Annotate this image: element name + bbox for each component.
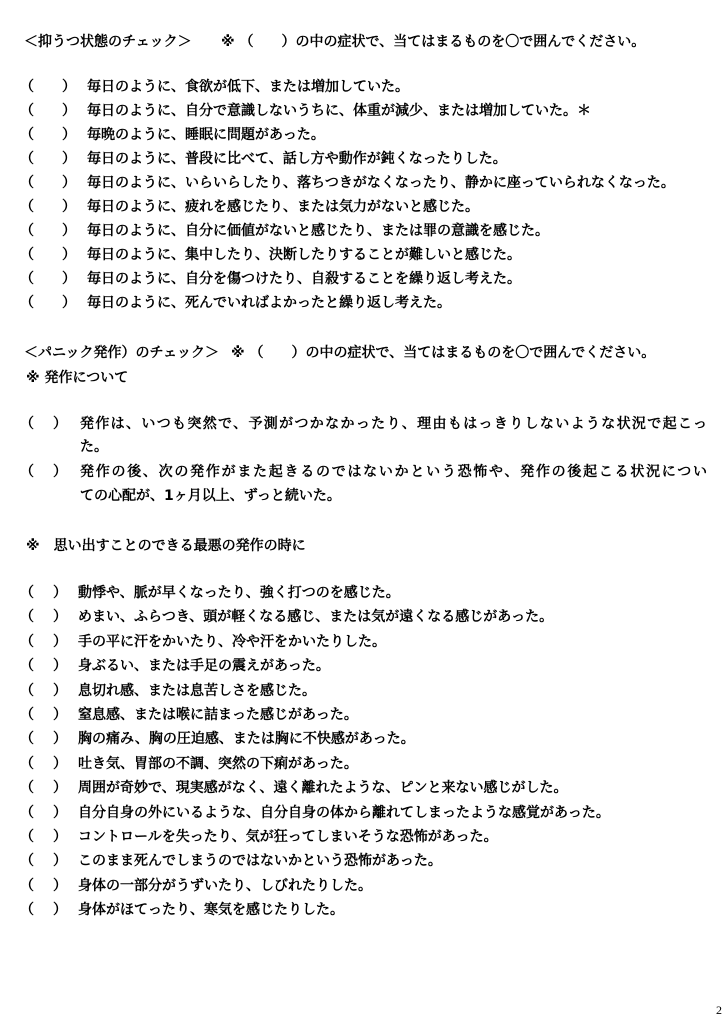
- answer-paren-close: ）: [53, 683, 67, 699]
- depression-item: [0, 246, 728, 264]
- answer-paren-open: （: [20, 199, 34, 215]
- symptom-text: 窒息感、または喉に詰まった感じがあった。: [78, 707, 358, 723]
- symptom-text: このまま死んでしまうのではないかという恐怖があった。: [78, 853, 442, 869]
- answer-paren-open: （: [20, 247, 34, 263]
- depression-item: [0, 174, 728, 192]
- panic-instruction: ※ （ ）の中の症状で、当てはまるものを〇で囲んでください。: [231, 345, 656, 361]
- answer-paren-close: ）: [62, 79, 76, 95]
- answer-paren-open: （: [20, 103, 34, 119]
- answer-paren-close: ）: [53, 780, 67, 796]
- symptom-text: 周囲が奇妙で、現実感がなく、遠く離れたような、ピンと来ない感じがした。: [78, 780, 568, 796]
- symptom-text: 毎日のように、食欲が低下、または増加していた。: [87, 79, 409, 95]
- worst-attack-item: [0, 682, 728, 700]
- answer-paren-open: （: [20, 223, 34, 239]
- answer-paren-open: （: [20, 634, 34, 650]
- answer-paren-open: （: [20, 295, 34, 311]
- depression-item: [0, 294, 728, 312]
- answer-paren-open: （: [20, 829, 34, 845]
- worst-attack-item: [0, 901, 728, 919]
- worst-attack-heading-row: [0, 537, 728, 555]
- worst-attack-item: [0, 584, 728, 602]
- symptom-text: めまい、ふらつき、頭が軽くなる感じ、または気が遠くなる感じがあった。: [78, 609, 554, 625]
- worst-attack-item: [0, 779, 728, 797]
- answer-paren-close: ）: [62, 271, 76, 287]
- symptom-text: 毎日のように、いらいらしたり、落ちつきがなくなったり、静かに座っていられなくなった。: [87, 175, 675, 191]
- depression-item: [0, 150, 728, 168]
- answer-paren-open: （: [20, 585, 34, 601]
- answer-paren-close: ）: [53, 609, 67, 625]
- depression-item: [0, 270, 728, 288]
- worst-attack-item: [0, 657, 728, 675]
- depression-item: [0, 102, 728, 120]
- worst-attack-item: [0, 804, 728, 822]
- symptom-text: 毎日のように、普段に比べて、話し方や動作が鈍くなったりした。: [87, 151, 507, 167]
- answer-paren-open: （: [20, 805, 34, 821]
- symptom-text: 動悸や、脈が早くなったり、強く打つのを感じた。: [78, 585, 400, 601]
- attack-about-item-continuation: [0, 487, 728, 505]
- answer-paren-open: （: [20, 902, 34, 918]
- answer-paren-open: （: [20, 853, 34, 869]
- worst-attack-item: [0, 633, 728, 651]
- answer-paren-close: ）: [53, 878, 67, 894]
- symptom-text: 身ぶるい、または手足の震えがあった。: [78, 658, 330, 674]
- answer-paren-open: （: [20, 731, 34, 747]
- answer-paren-close: ）: [62, 151, 76, 167]
- answer-paren-open: （: [20, 707, 34, 723]
- worst-attack-item: [0, 755, 728, 773]
- answer-paren-open: （: [20, 271, 34, 287]
- symptom-text: 息切れ感、または息苦しさを感じた。: [78, 683, 316, 699]
- answer-paren-close: ）: [53, 853, 67, 869]
- answer-paren-close: ）: [53, 416, 67, 432]
- answer-paren-close: ）: [53, 585, 67, 601]
- answer-paren-open: （: [20, 683, 34, 699]
- symptom-text: 自分自身の外にいるような、自分自身の体から離れてしまったような感覚があった。: [78, 805, 610, 821]
- symptom-text: 胸の痛み、胸の圧迫感、または胸に不快感があった。: [78, 731, 415, 747]
- symptom-text: 毎日のように、死んでいればよかったと繰り返し考えた。: [87, 295, 451, 311]
- symptom-text: 毎日のように、疲れを感じたり、または気力がないと感じた。: [87, 199, 479, 215]
- depression-item: [0, 78, 728, 96]
- symptom-text: 身体の一部分がうずいたり、しびれたりした。: [78, 878, 372, 894]
- worst-attack-item: [0, 852, 728, 870]
- answer-paren-close: ）: [53, 658, 67, 674]
- answer-paren-open: （: [20, 416, 34, 432]
- attack-about-item: [0, 463, 728, 481]
- answer-paren-close: ）: [62, 103, 76, 119]
- answer-paren-close: ）: [53, 634, 67, 650]
- panic-header: [0, 344, 728, 362]
- answer-paren-close: ）: [62, 223, 76, 239]
- answer-paren-close: ）: [62, 175, 76, 191]
- answer-paren-open: （: [20, 175, 34, 191]
- attack-about-text: 発作は、いつも突然で、予測がつかなかったり、理由もはっきりしないような状況で起こっ: [80, 416, 707, 432]
- answer-paren-open: （: [20, 609, 34, 625]
- panic-section-title: ＜パニック発作）のチェック＞: [24, 345, 220, 361]
- worst-attack-heading: ※ 思い出すことのできる最悪の発作の時に: [26, 538, 306, 554]
- symptom-text: 毎日のように、自分に価値がないと感じたり、または罪の意識を感じた。: [87, 223, 549, 239]
- attack-about-item-continuation: [0, 438, 728, 456]
- answer-paren-open: （: [20, 780, 34, 796]
- symptom-text: コントロールを失ったり、気が狂ってしまいそうな恐怖があった。: [78, 829, 498, 845]
- symptom-text: 吐き気、胃部の不調、突然の下痢があった。: [78, 756, 358, 772]
- answer-paren-close: ）: [53, 829, 67, 845]
- answer-paren-close: ）: [53, 805, 67, 821]
- answer-paren-open: （: [20, 464, 34, 480]
- answer-paren-open: （: [20, 658, 34, 674]
- symptom-text: 毎日のように、集中したり、決断したりすることが難しいと感じた。: [87, 247, 521, 263]
- answer-paren-close: ）: [53, 756, 67, 772]
- answer-paren-close: ）: [53, 902, 67, 918]
- answer-paren-close: ）: [62, 247, 76, 263]
- answer-paren-open: （: [20, 756, 34, 772]
- answer-paren-close: ）: [53, 731, 67, 747]
- answer-paren-open: （: [20, 878, 34, 894]
- answer-paren-close: ）: [53, 464, 67, 480]
- symptom-text: 毎日のように、自分を傷つけたり、自殺することを繰り返し考えた。: [87, 271, 521, 287]
- answer-paren-close: ）: [62, 199, 76, 215]
- depression-header: [0, 33, 728, 51]
- answer-paren-open: （: [20, 79, 34, 95]
- symptom-text: 毎晩のように、睡眠に問題があった。: [87, 127, 325, 143]
- answer-paren-close: ）: [62, 127, 76, 143]
- answer-paren-open: （: [20, 127, 34, 143]
- page-number: 2: [716, 1003, 722, 1017]
- answer-paren-open: （: [20, 151, 34, 167]
- depression-item: [0, 126, 728, 144]
- attack-about-heading: ※ 発作について: [26, 370, 129, 386]
- symptom-text: 身体がほてったり、寒気を感じたりした。: [78, 902, 344, 918]
- attack-about-heading-row: [0, 369, 728, 387]
- attack-about-text: ての心配が、1ヶ月以上、ずっと続いた。: [80, 488, 341, 504]
- worst-attack-item: [0, 877, 728, 895]
- attack-about-item: [0, 415, 728, 433]
- depression-item: [0, 222, 728, 240]
- answer-paren-close: ）: [53, 707, 67, 723]
- attack-about-text: た。: [80, 439, 108, 455]
- answer-paren-close: ）: [62, 295, 76, 311]
- symptom-text: 毎日のように、自分で意識しないうちに、体重が減少、または増加していた。＊: [87, 103, 591, 119]
- depression-section-title: ＜抑うつ状態のチェック＞: [24, 34, 192, 50]
- depression-item: [0, 198, 728, 216]
- worst-attack-item: [0, 706, 728, 724]
- symptom-text: 手の平に汗をかいたり、冷や汗をかいたりした。: [78, 634, 386, 650]
- depression-instruction: ※ （ ）の中の症状で、当てはまるものを〇で囲んでください。: [221, 34, 646, 50]
- worst-attack-item: [0, 608, 728, 626]
- worst-attack-item: [0, 828, 728, 846]
- worst-attack-item: [0, 730, 728, 748]
- attack-about-text: 発作の後、次の発作がまた起きるのではないかという恐怖や、発作の後起こる状況につい: [80, 464, 707, 480]
